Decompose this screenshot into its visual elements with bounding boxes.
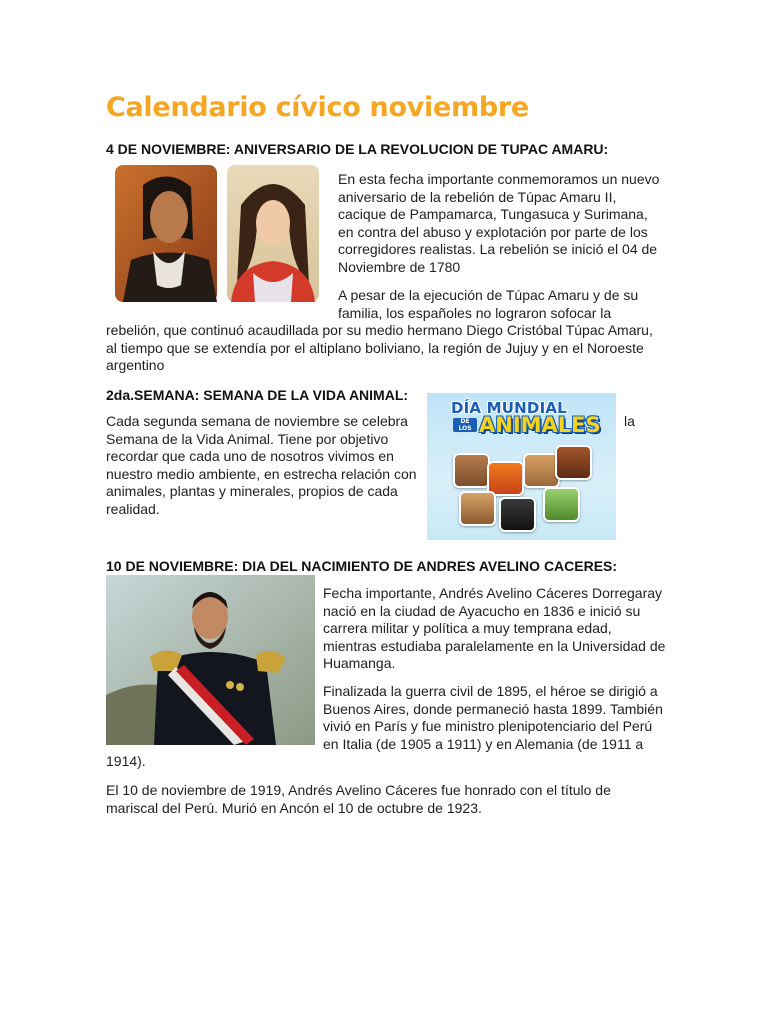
section-heading-vida-animal: 2da.SEMANA: SEMANA DE LA VIDA ANIMAL: (106, 387, 409, 403)
animal-tile-cow (543, 487, 580, 522)
tupac-paragraph-2: A pesar de la ejecución de Túpac Amaru y de su familia, los españoles no lograron sofocar la rebelión, que continuó acaudillada por su medio hermano Diego Cristóbal Túpac Amaru, al tiempo que se extendía por el altiplano boliviano, la región de Jujuy y en el Noroeste argentino (106, 287, 653, 374)
aside-word-la: la (624, 413, 635, 429)
caceres-paragraph-3: El 10 de noviembre de 1919, Andrés Avelino Cáceres fue honrado con el título de mariscal del Perú. Murió en Ancón el 10 de octubre de 1923. (106, 782, 611, 816)
dia-mundial-animales-image (427, 393, 616, 540)
tupac-paragraph-1: En esta fecha importante conmemoramos un nuevo aniversario de la rebelión de Túpac Amaru II, cacique de Pampamarca, Tungasuca y Surimana, en contra del abuso y explotación por parte de los corregidores realistas. La rebelión se inició el 04 de Noviembre de 1780 (338, 171, 660, 275)
vida-animal-paragraph: Cada segunda semana de noviembre se celebra Semana de la Vida Animal. Tiene por objetivo recordar que cada uno de nosotros vivimos en nuestro medio ambiente, en estrecha relación con animales, plantas y minerales, propios de cada realidad. (106, 413, 417, 517)
animal-tile-bird (555, 445, 592, 480)
animal-tile-gorilla (499, 497, 536, 532)
poster-title-small: DE LOS (453, 418, 477, 432)
section-heading-tupac-amaru: 4 DE NOVIEMBRE: ANIVERSARIO DE LA REVOLUCION DE TUPAC AMARU: (106, 141, 609, 157)
animal-tile-dog (459, 491, 496, 526)
poster-title-line2: ANIMALES (479, 413, 601, 437)
caceres-paragraph-2: Finalizada la guerra civil de 1895, el héroe se dirigió a Buenos Aires, donde permaneció hasta 1899. También vivió en París y fue ministro plenipotenciario del Perú en Italia (de 1905 a 1911) y en Alemania (de 1911 a 1914). (106, 683, 663, 770)
poster-title-line1: DÍA MUNDIAL (451, 399, 567, 417)
tupac-amaru-portraits-image (113, 165, 321, 302)
animal-tile-rabbit (453, 453, 490, 488)
page-title: Calendario cívico noviembre (106, 92, 529, 123)
caceres-paragraph-1: Fecha importante, Andrés Avelino Cáceres Dorregaray nació en la ciudad de Ayacucho en 1836 e inició su carrera militar y política a muy temprana edad, mientras estudiaba paralelamente en la Universidad de Huamanga. (323, 585, 666, 672)
section-heading-caceres: 10 DE NOVIEMBRE: DIA DEL NACIMIENTO DE ANDRES AVELINO CACERES: (106, 558, 618, 574)
